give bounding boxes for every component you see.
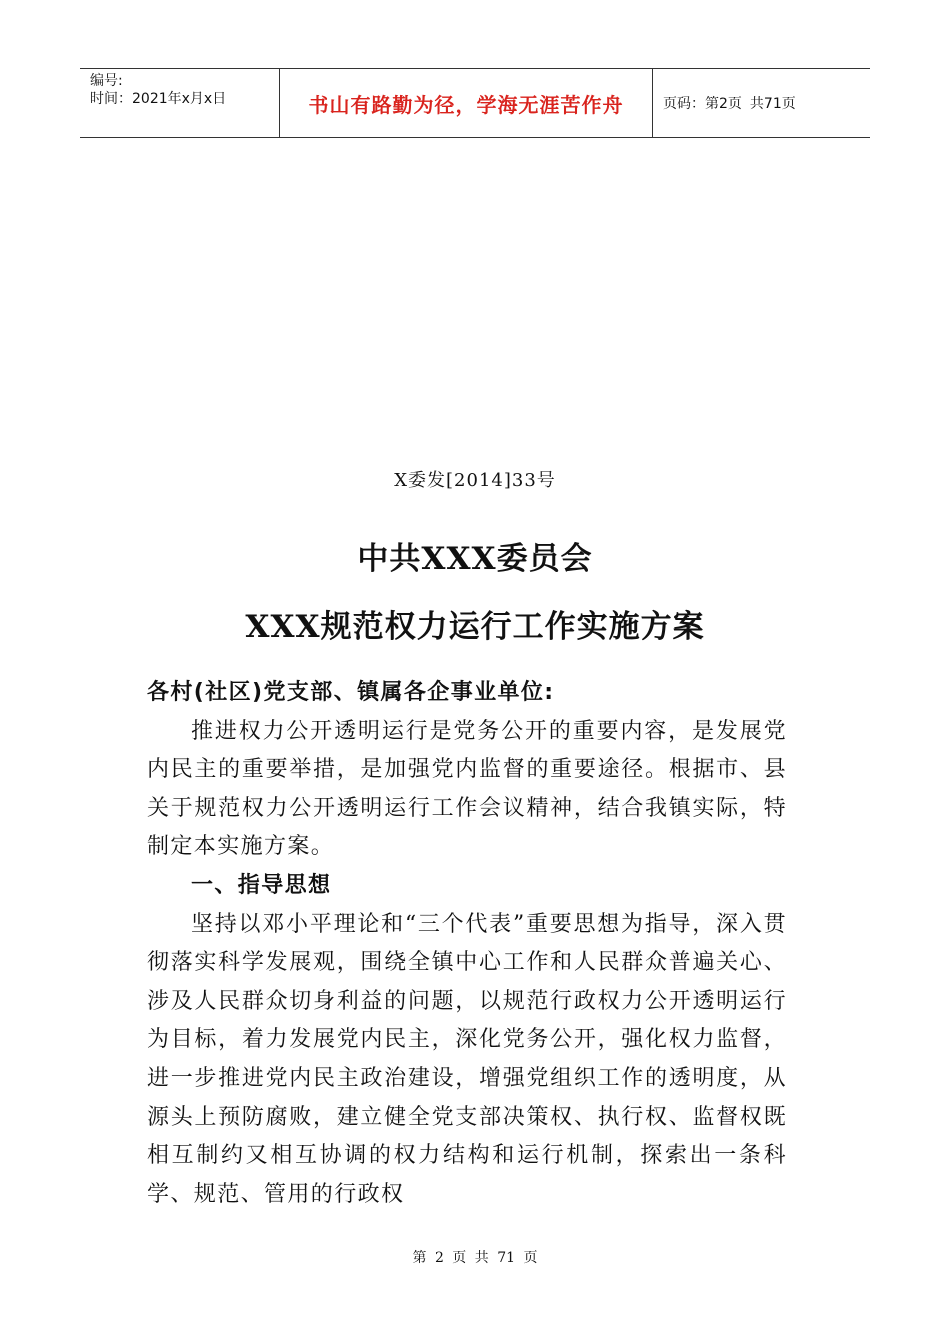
header-motto: 书山有路勤为径，学海无涯苦作舟: [280, 69, 653, 137]
document-body: [147, 674, 787, 1214]
date-label: 时间：2021年x月x日: [90, 91, 227, 107]
page-footer: 第 2 页 共 71 页: [412, 1250, 538, 1266]
document-title-line1: 中共XXX委员会: [357, 541, 593, 577]
total-pages-label: 共71页: [749, 96, 796, 112]
section-heading: 一、指导思想: [191, 872, 332, 898]
salutation: 各村(社区)党支部、镇属各企事业单位:: [147, 680, 555, 705]
document-title-line2: XXX规范权力运行工作实施方案: [245, 609, 705, 645]
serial-label: 编号:: [90, 73, 123, 89]
intro-paragraph: 推进权力公开透明运行是党务公开的重要内容，是发展党内民主的重要举措，是加强党内监督的重要途径。根据市、县关于规范权力公开透明运行工作会议精神，结合我镇实际，特制定本实施方案。: [147, 718, 787, 860]
guiding-thought-paragraph: 坚持以邓小平理论和“三个代表”重要思想为指导，深入贯彻落实科学发展观，围绕全镇中心工作和人民群众普遍关心、涉及人民群众切身利益的问题，以规范行政权力公开透明运行为目标，着力发展党内民主，深化党务公开，强化权力监督，进一步推进党内民主政治建设，增强党组织工作的透明度，从源头上预防腐败，建立健全党支部决策权、执行权、监督权既相互制约又相互协调的权力结构和运行机制，探索出一条科学、规范、管用的行政权: [147, 911, 787, 1207]
page-number-label: 页码：第2页: [663, 96, 742, 112]
document-number: X委发[2014]33号: [394, 470, 556, 491]
header-meta: [80, 69, 280, 137]
page-header: [80, 68, 870, 138]
header-page-info: [653, 69, 870, 137]
